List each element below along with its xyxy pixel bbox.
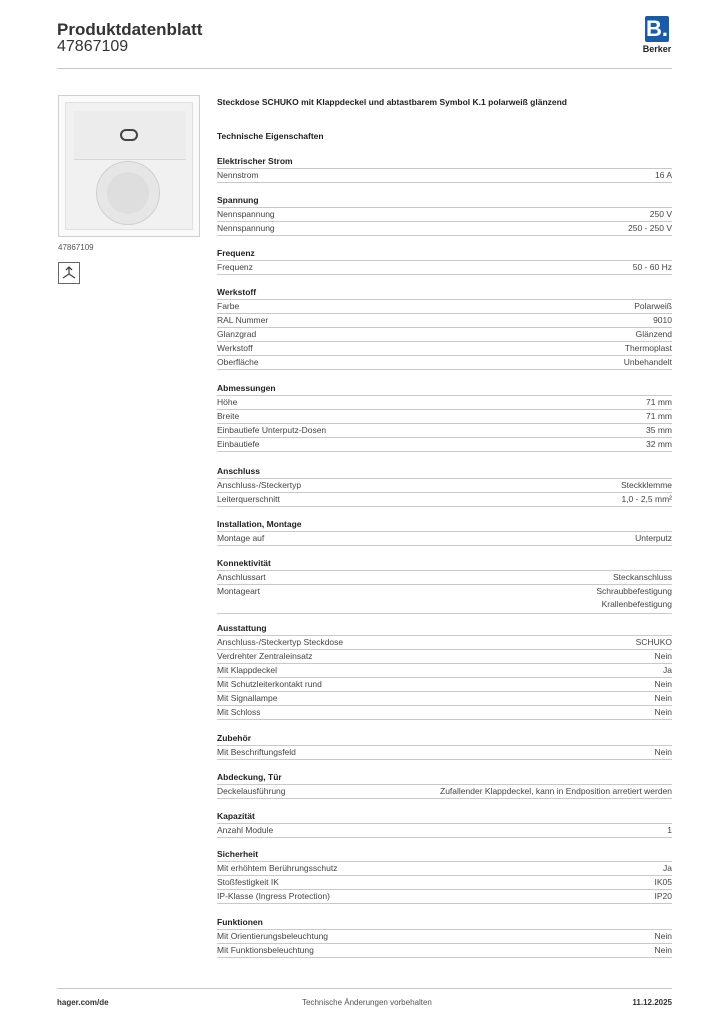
property-value-line: Krallenbefestigung xyxy=(601,599,672,609)
property-value-line: Steckanschluss xyxy=(612,572,672,582)
property-value-line: Thermoplast xyxy=(624,343,672,353)
property-row xyxy=(217,584,672,614)
group-title: Frequenz xyxy=(217,248,255,258)
header-divider xyxy=(57,68,672,69)
property-value xyxy=(655,876,673,889)
property-value-line: 1 xyxy=(667,825,672,835)
property-row xyxy=(217,875,672,889)
property-row xyxy=(217,745,672,760)
product-image xyxy=(58,95,200,237)
property-value xyxy=(596,585,672,613)
group-title: Sicherheit xyxy=(217,849,259,859)
property-row xyxy=(217,395,672,409)
property-label: Leiterquerschnitt xyxy=(217,494,280,504)
footer-url: hager.com/de xyxy=(57,998,109,1007)
group-title: Abdeckung, Tür xyxy=(217,772,282,782)
group-title: Kapazität xyxy=(217,811,255,821)
property-value xyxy=(621,479,672,492)
tactile-symbol-icon xyxy=(58,262,80,284)
property-value xyxy=(655,678,672,691)
property-row xyxy=(217,313,672,327)
property-value-line: Nein xyxy=(654,945,672,955)
property-value-line: 71 mm xyxy=(646,397,672,407)
property-row xyxy=(217,691,672,705)
property-row xyxy=(217,423,672,437)
property-value-line: 16 A xyxy=(654,170,672,180)
property-label: Einbautiefe xyxy=(217,439,260,449)
property-value-line: Unbehandelt xyxy=(623,357,672,367)
property-value xyxy=(655,944,672,957)
property-row xyxy=(217,168,672,183)
property-label: Farbe xyxy=(217,301,240,311)
property-value-line: Zufallender Klappdeckel, kann in Endposition arretiert werden xyxy=(440,786,672,796)
property-row xyxy=(217,649,672,663)
property-group xyxy=(217,194,672,236)
property-label: Nennstrom xyxy=(217,170,259,180)
group-title: Abmessungen xyxy=(217,383,276,393)
property-row xyxy=(217,207,672,221)
product-title: Steckdose SCHUKO mit Klappdeckel und abtastbarem Symbol K.1 polarweiß glänzend xyxy=(217,97,567,107)
property-row xyxy=(217,929,672,943)
property-row xyxy=(217,409,672,423)
property-group xyxy=(217,732,672,760)
footer-note: Technische Änderungen vorbehalten xyxy=(302,998,432,1007)
property-row xyxy=(217,492,672,507)
property-value xyxy=(621,493,672,506)
property-value-line: Glänzend xyxy=(635,329,672,339)
property-label: Oberfläche xyxy=(217,357,259,367)
property-label: Werkstoff xyxy=(217,343,253,353)
socket-outlet xyxy=(96,161,160,225)
property-value-line: SCHUKO xyxy=(635,637,672,647)
property-value xyxy=(655,692,672,705)
group-title: Spannung xyxy=(217,195,259,205)
property-value xyxy=(655,746,672,759)
property-value xyxy=(655,169,672,182)
property-value xyxy=(636,636,672,649)
property-label: Montageart xyxy=(217,586,260,596)
property-value xyxy=(650,208,672,221)
property-value-line: 50 - 60 Hz xyxy=(632,262,672,272)
socket-lid xyxy=(74,111,186,160)
property-value xyxy=(646,410,672,423)
property-value xyxy=(628,222,672,235)
property-value xyxy=(655,890,673,903)
property-value-line: Nein xyxy=(654,931,672,941)
property-group xyxy=(217,465,672,507)
property-value xyxy=(646,424,672,437)
tactile-symbol xyxy=(120,129,138,141)
property-value-line: 1,0 - 2,5 mm² xyxy=(621,494,672,504)
property-group xyxy=(217,810,672,838)
group-title: Zubehör xyxy=(217,733,251,743)
property-value-line: 35 mm xyxy=(646,425,672,435)
property-value-line: IP20 xyxy=(654,891,672,901)
property-row xyxy=(217,889,672,904)
property-value-line: Ja xyxy=(663,863,672,873)
property-value xyxy=(625,342,672,355)
property-row xyxy=(217,531,672,546)
logo-mark: B. xyxy=(646,16,668,41)
section-title: Technische Eigenschaften xyxy=(217,131,324,141)
group-title: Installation, Montage xyxy=(217,519,302,529)
property-value-line: Nein xyxy=(654,693,672,703)
property-value-line: Schraubbefestigung xyxy=(596,586,672,596)
property-value-line: Ja xyxy=(663,665,672,675)
property-row xyxy=(217,299,672,313)
group-title: Konnektivität xyxy=(217,558,271,568)
property-label: IP-Klasse (Ingress Protection) xyxy=(217,891,330,901)
property-value xyxy=(655,706,672,719)
property-row xyxy=(217,823,672,838)
property-value xyxy=(663,664,672,677)
property-row xyxy=(217,663,672,677)
property-value xyxy=(667,824,672,837)
property-row xyxy=(217,635,672,649)
property-value-line: 250 V xyxy=(649,209,672,219)
property-row xyxy=(217,677,672,691)
property-row xyxy=(217,341,672,355)
property-label: Anzahl Module xyxy=(217,825,274,835)
property-value xyxy=(440,785,672,798)
property-group xyxy=(217,155,672,183)
property-value xyxy=(646,438,672,451)
property-value-line: Nein xyxy=(654,651,672,661)
property-row xyxy=(217,705,672,720)
property-label: Mit erhöhtem Berührungsschutz xyxy=(217,863,338,873)
socket-plate xyxy=(65,102,193,230)
property-label: Breite xyxy=(217,411,240,421)
property-value-line: 32 mm xyxy=(646,439,672,449)
property-value-line: Polarweiß xyxy=(634,301,672,311)
property-value-line: 250 - 250 V xyxy=(628,223,672,233)
property-label: Mit Signallampe xyxy=(217,693,278,703)
property-value xyxy=(633,261,672,274)
property-row xyxy=(217,784,672,799)
property-label: Höhe xyxy=(217,397,238,407)
property-value-line: Unterputz xyxy=(635,533,672,543)
property-group xyxy=(217,622,672,720)
property-value-line: 9010 xyxy=(653,315,672,325)
property-value-line: Nein xyxy=(654,747,672,757)
property-value-line: 71 mm xyxy=(646,411,672,421)
property-label: Einbautiefe Unterputz-Dosen xyxy=(217,425,327,435)
property-value xyxy=(624,356,672,369)
property-label: Anschluss-/Steckertyp Steckdose xyxy=(217,637,344,647)
logo-text: Berker xyxy=(642,44,672,54)
property-group xyxy=(217,916,672,958)
group-title: Elektrischer Strom xyxy=(217,156,293,166)
property-label: Nennspannung xyxy=(217,223,275,233)
property-row xyxy=(217,570,672,584)
property-value xyxy=(646,396,672,409)
property-group xyxy=(217,771,672,799)
property-label: Mit Beschriftungsfeld xyxy=(217,747,296,757)
property-value xyxy=(663,862,672,875)
property-label: Stoßfestigkeit IK xyxy=(217,877,279,887)
property-value xyxy=(655,650,672,663)
property-group xyxy=(217,518,672,546)
property-row xyxy=(217,478,672,492)
property-label: Anschluss-/Steckertyp xyxy=(217,480,302,490)
footer-date: 11.12.2025 xyxy=(632,998,672,1007)
property-group xyxy=(217,286,672,370)
group-title: Werkstoff xyxy=(217,287,257,297)
property-value-line: Steckklemme xyxy=(620,480,672,490)
footer-divider xyxy=(57,988,672,989)
property-group xyxy=(217,382,672,452)
property-label: Deckelausführung xyxy=(217,786,286,796)
brand-logo xyxy=(640,16,674,54)
property-label: Nennspannung xyxy=(217,209,275,219)
property-label: Mit Schutzleiterkontakt rund xyxy=(217,679,322,689)
property-value xyxy=(655,930,672,943)
property-label: Frequenz xyxy=(217,262,253,272)
property-value xyxy=(613,571,672,584)
property-value xyxy=(634,300,672,313)
property-row xyxy=(217,437,672,452)
group-title: Anschluss xyxy=(217,466,260,476)
article-number: 47867109 xyxy=(57,38,129,55)
property-value xyxy=(635,532,672,545)
property-row xyxy=(217,327,672,341)
property-value xyxy=(636,328,672,341)
property-group xyxy=(217,247,672,275)
property-row xyxy=(217,260,672,275)
property-label: Verdrehter Zentraleinsatz xyxy=(217,651,313,661)
page-title: Produktdatenblatt xyxy=(57,20,203,39)
property-row xyxy=(217,943,672,958)
property-value-line: IK05 xyxy=(654,877,672,887)
property-row xyxy=(217,355,672,370)
property-label: Montage auf xyxy=(217,533,265,543)
property-group xyxy=(217,557,672,614)
property-row xyxy=(217,221,672,236)
property-group xyxy=(217,848,672,904)
group-title: Ausstattung xyxy=(217,623,267,633)
group-title: Funktionen xyxy=(217,917,263,927)
property-label: Mit Funktionsbeleuchtung xyxy=(217,945,314,955)
property-label: RAL Nummer xyxy=(217,315,269,325)
image-caption: 47867109 xyxy=(58,243,94,252)
property-value-line: Nein xyxy=(654,679,672,689)
property-value-line: Nein xyxy=(654,707,672,717)
property-label: Anschlussart xyxy=(217,572,266,582)
property-label: Glanzgrad xyxy=(217,329,257,339)
property-label: Mit Klappdeckel xyxy=(217,665,278,675)
property-row xyxy=(217,861,672,875)
property-label: Mit Schloss xyxy=(217,707,261,717)
property-value xyxy=(653,314,672,327)
property-label: Mit Orientierungsbeleuchtung xyxy=(217,931,329,941)
